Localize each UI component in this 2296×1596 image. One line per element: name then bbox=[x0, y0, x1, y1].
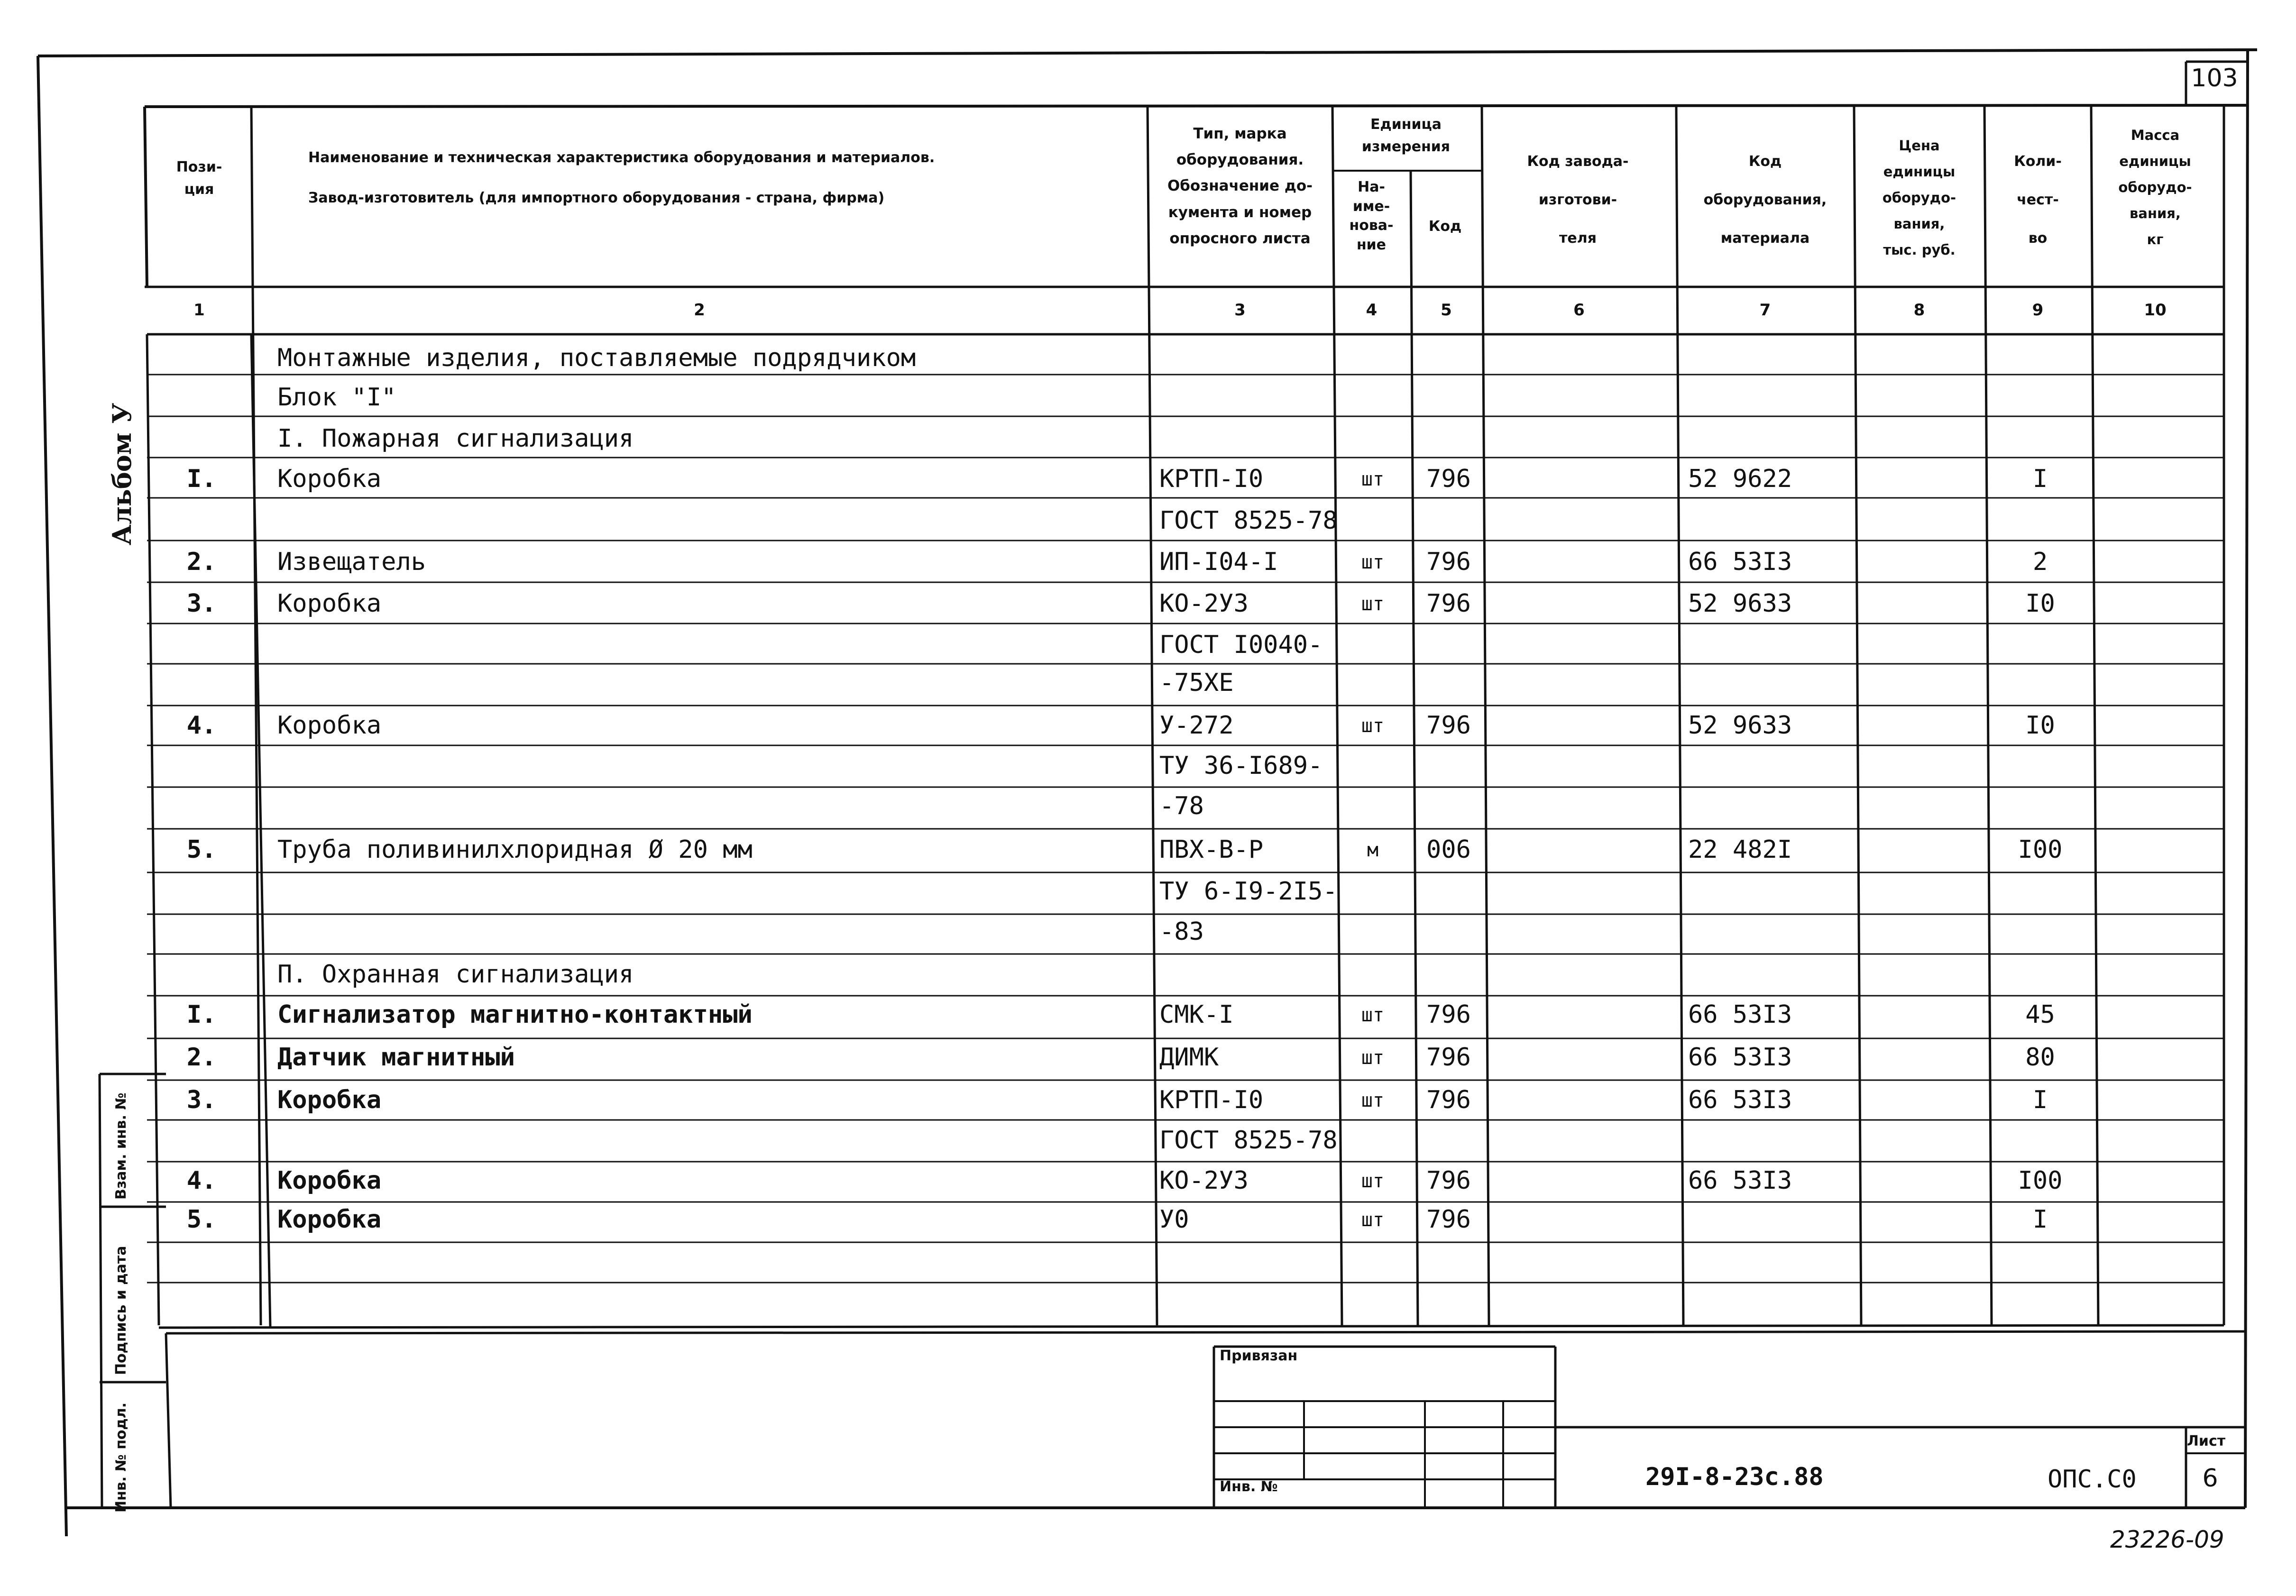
header-name: Наименование и техническая характеристика оборудования и материалов. Завод-изготовитель (для импортного оборудования - страна, фирма) bbox=[308, 149, 935, 206]
grid-line bbox=[166, 1331, 2245, 1333]
frame-right bbox=[2245, 50, 2248, 1508]
album-label: Альбом У bbox=[107, 403, 137, 545]
cell-unit-name bbox=[1337, 631, 1408, 634]
col-divider bbox=[1676, 105, 1683, 1325]
col-number-9: 9 bbox=[2032, 301, 2044, 320]
cell-name: Коробка bbox=[277, 1166, 382, 1195]
document-mark: ОПС.С0 bbox=[2048, 1465, 2137, 1494]
page-number: 103 bbox=[2191, 64, 2238, 92]
cell-position: 4. bbox=[186, 711, 217, 740]
cell-position: 3. bbox=[186, 1086, 217, 1114]
cell-type: КРТП-I0 bbox=[1159, 1086, 1264, 1114]
col-number-6: 6 bbox=[1573, 301, 1585, 320]
header-unit-code: Код bbox=[1428, 218, 1462, 235]
privyazan-label: Привязан bbox=[1220, 1348, 1298, 1364]
cell-unit-code: 796 bbox=[1426, 465, 1471, 493]
cell-quantity: I bbox=[2032, 1205, 2048, 1234]
cell-position: 2. bbox=[186, 1043, 217, 1072]
table-top bbox=[145, 105, 2248, 107]
col-number-5: 5 bbox=[1441, 301, 1452, 320]
cell-unit-name bbox=[1337, 344, 1408, 348]
cell-quantity: I0 bbox=[2025, 711, 2055, 740]
cell-name: Коробка bbox=[277, 1205, 382, 1234]
cell-type: У0 bbox=[1159, 1205, 1189, 1234]
cell-unit-name: шт bbox=[1361, 1090, 1385, 1111]
cell-unit-name bbox=[1337, 1247, 1408, 1251]
cell-quantity: I bbox=[2032, 465, 2048, 493]
cell-type: ТУ 6-I9-2I5- bbox=[1159, 877, 1338, 906]
cell-unit-name: шт bbox=[1361, 593, 1385, 615]
header-price: Цена единицы оборудо- вания, тыс. руб. bbox=[1882, 138, 1956, 258]
header-position: Пози- ция bbox=[176, 159, 222, 198]
frame-top bbox=[38, 50, 2257, 56]
stamp-signature-date: Подпись и дата bbox=[113, 1246, 129, 1375]
cell-unit-name bbox=[1337, 877, 1408, 881]
col-number-7: 7 bbox=[1759, 301, 1771, 320]
cell-quantity: 2 bbox=[2032, 548, 2048, 576]
cell-name: Коробка bbox=[277, 711, 382, 740]
sheet-number: 6 bbox=[2202, 1464, 2218, 1493]
cell-type: У-272 bbox=[1159, 711, 1234, 740]
cell-unit-code: 796 bbox=[1426, 1000, 1471, 1029]
col-number-4: 4 bbox=[1366, 301, 1378, 320]
cell-equipment-code: 52 9633 bbox=[1688, 711, 1792, 740]
cell-quantity: I00 bbox=[2018, 835, 2063, 864]
cell-quantity: I bbox=[2032, 1086, 2048, 1114]
cell-equipment-code: 66 53I3 bbox=[1688, 548, 1792, 576]
cell-equipment-code: 66 53I3 bbox=[1688, 1043, 1792, 1072]
cell-position: 5. bbox=[186, 835, 217, 864]
header-unit-name: На- име- нова- ние bbox=[1349, 179, 1394, 253]
cell-type: -83 bbox=[1159, 917, 1204, 946]
cell-unit-name: м bbox=[1367, 839, 1379, 861]
cell-unit-name bbox=[1337, 383, 1408, 387]
grid-line bbox=[166, 1333, 171, 1508]
col-divider bbox=[1482, 105, 1489, 1325]
cell-position: 3. bbox=[186, 589, 217, 618]
col-divider bbox=[1854, 105, 1861, 1325]
cell-type: -75ХЕ bbox=[1159, 669, 1234, 697]
cell-type: ГОСТ I0040- bbox=[1159, 631, 1323, 659]
cell-type: ДИМК bbox=[1159, 1043, 1219, 1072]
cell-equipment-code: 52 9622 bbox=[1688, 465, 1792, 493]
cell-name: Извещатель bbox=[277, 548, 426, 576]
cell-position: 2. bbox=[186, 548, 217, 576]
cell-unit-name bbox=[1337, 792, 1408, 796]
header-unit-group: Единица измерения bbox=[1361, 116, 1451, 155]
cell-name: I. Пожарная сигнализация bbox=[277, 424, 634, 453]
header-mass: Масса единицы оборудо- вания, кг bbox=[2118, 127, 2192, 248]
cell-quantity: I0 bbox=[2025, 589, 2055, 618]
cell-unit-code: 796 bbox=[1426, 1043, 1471, 1072]
cell-unit-code: 796 bbox=[1426, 589, 1471, 618]
cell-equipment-code: 66 53I3 bbox=[1688, 1086, 1792, 1114]
cell-unit-name: шт bbox=[1361, 1170, 1385, 1192]
header-quantity: Коли- чест- во bbox=[2014, 153, 2062, 247]
cell-equipment-code: 52 9633 bbox=[1688, 589, 1792, 618]
cell-unit-name: шт bbox=[1361, 715, 1385, 737]
cell-type: -78 bbox=[1159, 792, 1204, 820]
cell-position: I. bbox=[186, 465, 217, 493]
cell-type: ПВХ-В-Р bbox=[1159, 835, 1264, 864]
cell-unit-code: 796 bbox=[1426, 548, 1471, 576]
cell-unit-name bbox=[1337, 506, 1408, 510]
cell-unit-name: шт bbox=[1361, 1209, 1385, 1231]
cell-quantity: 45 bbox=[2025, 1000, 2055, 1029]
cell-unit-name bbox=[1337, 917, 1408, 921]
cell-unit-code: 796 bbox=[1426, 1086, 1471, 1114]
archive-number: 23226-09 bbox=[2110, 1526, 2224, 1553]
col-divider bbox=[2091, 105, 2098, 1325]
cell-position: 4. bbox=[186, 1166, 217, 1195]
cell-type: ГОСТ 8525-78 bbox=[1159, 506, 1338, 535]
cell-unit-code: 796 bbox=[1426, 1205, 1471, 1234]
cell-unit-code: 006 bbox=[1426, 835, 1471, 864]
cell-unit-name bbox=[1337, 669, 1408, 672]
cell-name: Монтажные изделия, поставляемые подрядчиком bbox=[277, 344, 916, 372]
cell-unit-name: шт bbox=[1361, 1047, 1385, 1069]
cell-quantity: I00 bbox=[2018, 1166, 2063, 1195]
cell-position: I. bbox=[186, 1000, 217, 1029]
col-number-1: 1 bbox=[193, 301, 205, 320]
cell-unit-name bbox=[1337, 1126, 1408, 1130]
cell-unit-name bbox=[1337, 752, 1408, 755]
cell-type: ГОСТ 8525-78 bbox=[1159, 1126, 1338, 1155]
col-number-10: 10 bbox=[2144, 301, 2167, 320]
cell-name: Труба поливинилхлоридная Ø 20 мм bbox=[277, 835, 753, 864]
cell-unit-name bbox=[1337, 1287, 1408, 1291]
cell-name: П. Охранная сигнализация bbox=[277, 960, 634, 989]
header-type: Тип, марка оборудования. Обозначение до- кумента и номер опросного листа bbox=[1167, 125, 1313, 247]
cell-unit-name bbox=[1337, 424, 1408, 428]
cell-equipment-code: 22 482I bbox=[1688, 835, 1792, 864]
col-number-3: 3 bbox=[1234, 301, 1246, 320]
grid-line bbox=[100, 1074, 102, 1508]
stamp-inventory-original: Инв. № подл. bbox=[113, 1402, 129, 1513]
cell-unit-code: 796 bbox=[1426, 1166, 1471, 1195]
cell-equipment-code: 66 53I3 bbox=[1688, 1000, 1792, 1029]
cell-name: Блок "I" bbox=[277, 383, 396, 412]
header-equipment-code: Код оборудования, материала bbox=[1703, 153, 1827, 247]
cell-type: КО-2У3 bbox=[1159, 589, 1249, 618]
cell-type: ИП-I04-I bbox=[1159, 548, 1278, 576]
col-number-2: 2 bbox=[694, 301, 705, 320]
cell-unit-name: шт bbox=[1361, 468, 1385, 490]
cell-unit-name: шт bbox=[1361, 1004, 1385, 1026]
frame-left bbox=[38, 56, 66, 1536]
stamp-replaced-inventory: Взам. инв. № bbox=[113, 1092, 129, 1200]
cell-unit-name bbox=[1337, 960, 1408, 964]
cell-unit-code: 796 bbox=[1426, 711, 1471, 740]
cell-name: Коробка bbox=[277, 465, 382, 493]
inventory-number-label: Инв. № bbox=[1220, 1478, 1278, 1495]
col-divider bbox=[1411, 171, 1418, 1325]
cell-equipment-code: 66 53I3 bbox=[1688, 1166, 1792, 1195]
cell-quantity: 80 bbox=[2025, 1043, 2055, 1072]
cell-name: Коробка bbox=[277, 589, 382, 618]
cell-type: КО-2У3 bbox=[1159, 1166, 1249, 1195]
cell-name: Сигнализатор магнитно-контактный bbox=[277, 1000, 753, 1029]
document-code: 29I-8-23с.88 bbox=[1645, 1463, 1824, 1491]
cell-position: 5. bbox=[186, 1205, 217, 1234]
col-number-8: 8 bbox=[1913, 301, 1925, 320]
grid-line bbox=[159, 1325, 2224, 1328]
cell-unit-name: шт bbox=[1361, 551, 1385, 573]
cell-type: КРТП-I0 bbox=[1159, 465, 1264, 493]
col-divider bbox=[1148, 105, 1157, 1325]
header-plant-code: Код завода- изготови- теля bbox=[1527, 153, 1629, 247]
cell-name: Коробка bbox=[277, 1086, 382, 1114]
cell-type: ТУ 36-I689- bbox=[1159, 752, 1323, 780]
cell-name: Датчик магнитный bbox=[277, 1043, 515, 1072]
cell-type: СМК-I bbox=[1159, 1000, 1234, 1029]
sheet-label: Лист bbox=[2187, 1433, 2226, 1449]
